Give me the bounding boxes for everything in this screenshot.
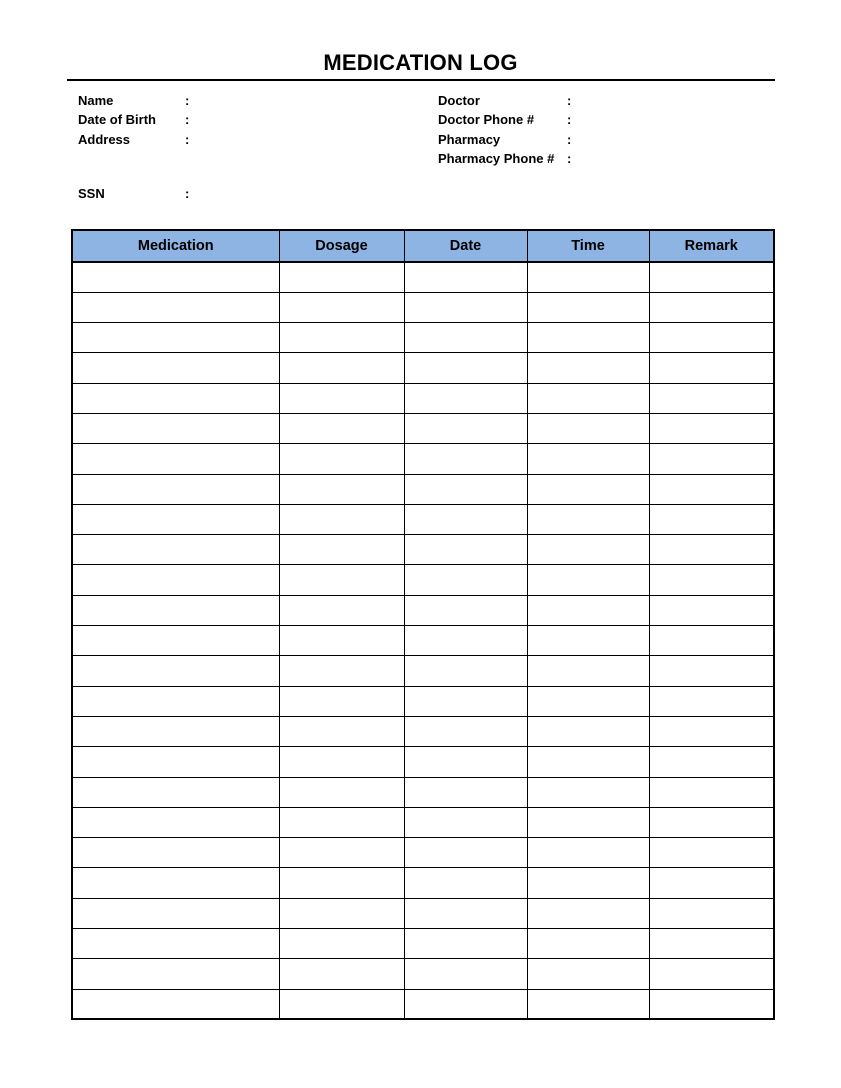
table-row <box>72 626 774 656</box>
table-cell[interactable] <box>404 777 527 807</box>
table-cell[interactable] <box>72 626 279 656</box>
patient-info-fields <box>78 91 341 149</box>
table-cell[interactable] <box>404 686 527 716</box>
table-cell[interactable] <box>527 959 649 989</box>
table-cell[interactable] <box>404 292 527 322</box>
address-colon: : <box>185 131 190 147</box>
table-cell[interactable] <box>527 444 649 474</box>
table-cell[interactable] <box>279 292 404 322</box>
table-cell[interactable] <box>404 413 527 443</box>
table-cell[interactable] <box>279 898 404 928</box>
table-cell[interactable] <box>72 989 279 1019</box>
table-cell[interactable] <box>72 656 279 686</box>
table-cell[interactable] <box>527 595 649 625</box>
table-cell[interactable] <box>279 323 404 353</box>
pharmacy-value-field[interactable] <box>583 132 723 147</box>
table-cell[interactable] <box>279 626 404 656</box>
field-row-address <box>78 130 341 149</box>
table-cell[interactable] <box>404 898 527 928</box>
table-cell[interactable] <box>649 626 774 656</box>
table-cell[interactable] <box>527 898 649 928</box>
table-cell[interactable] <box>649 323 774 353</box>
table-cell[interactable] <box>649 807 774 837</box>
table-cell[interactable] <box>72 535 279 565</box>
table-cell[interactable] <box>404 868 527 898</box>
table-cell[interactable] <box>527 353 649 383</box>
pharmacy-label: Pharmacy <box>438 131 501 147</box>
table-cell[interactable] <box>279 444 404 474</box>
table-cell[interactable] <box>279 777 404 807</box>
table-cell[interactable] <box>404 565 527 595</box>
table-cell[interactable] <box>649 838 774 868</box>
table-row <box>72 929 774 959</box>
table-cell[interactable] <box>649 747 774 777</box>
table-cell[interactable] <box>279 686 404 716</box>
field-row-doctor-phone <box>438 110 723 129</box>
table-header-row <box>72 230 774 262</box>
table-cell[interactable] <box>649 898 774 928</box>
table-cell[interactable] <box>72 716 279 746</box>
address-label: Address <box>78 131 131 147</box>
table-cell[interactable] <box>72 383 279 413</box>
doctor-phone-value-field[interactable] <box>583 112 723 127</box>
table-cell[interactable] <box>404 656 527 686</box>
table-cell[interactable] <box>72 323 279 353</box>
table-cell[interactable] <box>404 323 527 353</box>
table-cell[interactable] <box>649 929 774 959</box>
name-colon: : <box>185 93 190 109</box>
field-row-ssn <box>78 184 341 203</box>
table-row <box>72 262 774 292</box>
table-cell[interactable] <box>279 383 404 413</box>
table-cell[interactable] <box>72 686 279 716</box>
table-cell[interactable] <box>404 353 527 383</box>
table-cell[interactable] <box>404 504 527 534</box>
table-cell[interactable] <box>649 262 774 292</box>
medication-table-body <box>72 262 774 1019</box>
table-cell[interactable] <box>279 656 404 686</box>
table-cell[interactable] <box>72 474 279 504</box>
table-cell[interactable] <box>279 807 404 837</box>
table-row <box>72 353 774 383</box>
doctor-phone-label: Doctor Phone # <box>438 112 535 128</box>
table-cell[interactable] <box>279 838 404 868</box>
table-cell[interactable] <box>649 656 774 686</box>
field-row-date-of-birth <box>78 110 341 129</box>
table-cell[interactable] <box>72 444 279 474</box>
table-cell[interactable] <box>72 595 279 625</box>
table-cell[interactable] <box>649 413 774 443</box>
table-cell[interactable] <box>527 929 649 959</box>
name-label: Name <box>78 93 114 109</box>
table-cell[interactable] <box>649 353 774 383</box>
table-row <box>72 595 774 625</box>
table-cell[interactable] <box>649 989 774 1019</box>
table-cell[interactable] <box>527 989 649 1019</box>
table-cell[interactable] <box>527 383 649 413</box>
doctor-value-field[interactable] <box>583 93 723 108</box>
table-cell[interactable] <box>279 959 404 989</box>
table-cell[interactable] <box>649 292 774 322</box>
ssn-label: SSN <box>78 186 105 202</box>
pharmacy-phone-value-field[interactable] <box>583 151 723 166</box>
pharmacy-phone-label: Pharmacy Phone # <box>438 151 555 167</box>
table-cell[interactable] <box>279 535 404 565</box>
table-cell[interactable] <box>279 716 404 746</box>
table-cell[interactable] <box>72 777 279 807</box>
table-cell[interactable] <box>649 535 774 565</box>
table-cell[interactable] <box>279 504 404 534</box>
header-medication: Medication <box>72 230 279 262</box>
title-divider <box>67 79 775 81</box>
table-cell[interactable] <box>404 989 527 1019</box>
pharmacy-phone-colon: : <box>567 151 572 167</box>
table-cell[interactable] <box>72 898 279 928</box>
table-cell[interactable] <box>72 959 279 989</box>
table-cell[interactable] <box>72 868 279 898</box>
table-cell[interactable] <box>527 838 649 868</box>
table-cell[interactable] <box>279 868 404 898</box>
date-of-birth-value-field[interactable] <box>201 112 341 127</box>
table-cell[interactable] <box>404 626 527 656</box>
field-row-pharmacy-phone <box>438 149 723 168</box>
table-cell[interactable] <box>527 413 649 443</box>
table-cell[interactable] <box>279 747 404 777</box>
ssn-colon: : <box>185 186 190 202</box>
table-cell[interactable] <box>649 383 774 413</box>
table-row <box>72 474 774 504</box>
table-cell[interactable] <box>649 777 774 807</box>
table-cell[interactable] <box>404 747 527 777</box>
table-cell[interactable] <box>527 686 649 716</box>
table-cell[interactable] <box>527 747 649 777</box>
table-row <box>72 565 774 595</box>
table-row <box>72 656 774 686</box>
table-cell[interactable] <box>404 959 527 989</box>
address-value-field[interactable] <box>201 132 341 147</box>
page-title: MEDICATION LOG <box>323 50 518 75</box>
table-row <box>72 838 774 868</box>
table-row <box>72 413 774 443</box>
table-cell[interactable] <box>404 535 527 565</box>
table-row <box>72 504 774 534</box>
table-cell[interactable] <box>279 595 404 625</box>
table-cell[interactable] <box>527 777 649 807</box>
table-cell[interactable] <box>72 747 279 777</box>
table-row <box>72 747 774 777</box>
table-cell[interactable] <box>279 474 404 504</box>
header-date: Date <box>404 230 527 262</box>
table-row <box>72 959 774 989</box>
table-cell[interactable] <box>649 868 774 898</box>
table-cell[interactable] <box>279 413 404 443</box>
table-cell[interactable] <box>527 504 649 534</box>
table-cell[interactable] <box>527 716 649 746</box>
doctor-label: Doctor <box>438 93 480 109</box>
table-cell[interactable] <box>404 807 527 837</box>
table-cell[interactable] <box>404 474 527 504</box>
ssn-value-field[interactable] <box>201 186 341 201</box>
table-cell[interactable] <box>649 444 774 474</box>
table-row <box>72 989 774 1019</box>
table-cell[interactable] <box>527 565 649 595</box>
field-row-doctor <box>438 91 723 110</box>
table-row <box>72 716 774 746</box>
pharmacy-colon: : <box>567 131 572 147</box>
table-cell[interactable] <box>404 716 527 746</box>
table-row <box>72 444 774 474</box>
name-value-field[interactable] <box>201 93 341 108</box>
table-row <box>72 898 774 928</box>
table-row <box>72 807 774 837</box>
table-row <box>72 777 774 807</box>
table-cell[interactable] <box>279 353 404 383</box>
table-cell[interactable] <box>72 565 279 595</box>
table-cell[interactable] <box>649 686 774 716</box>
table-cell[interactable] <box>527 323 649 353</box>
table-cell[interactable] <box>404 383 527 413</box>
table-cell[interactable] <box>649 595 774 625</box>
table-cell[interactable] <box>527 868 649 898</box>
table-cell[interactable] <box>72 929 279 959</box>
table-cell[interactable] <box>72 292 279 322</box>
table-cell[interactable] <box>404 444 527 474</box>
date-of-birth-colon: : <box>185 112 190 128</box>
table-cell[interactable] <box>527 262 649 292</box>
table-cell[interactable] <box>72 807 279 837</box>
table-cell[interactable] <box>279 565 404 595</box>
header-remark: Remark <box>649 230 774 262</box>
table-cell[interactable] <box>649 565 774 595</box>
table-cell[interactable] <box>649 716 774 746</box>
table-cell[interactable] <box>527 656 649 686</box>
table-cell[interactable] <box>279 989 404 1019</box>
table-cell[interactable] <box>72 353 279 383</box>
doctor-phone-colon: : <box>567 112 572 128</box>
date-of-birth-label: Date of Birth <box>78 112 156 128</box>
table-cell[interactable] <box>404 838 527 868</box>
field-row-pharmacy <box>438 130 723 149</box>
table-row <box>72 292 774 322</box>
table-cell[interactable] <box>649 504 774 534</box>
field-row-name <box>78 91 341 110</box>
table-cell[interactable] <box>649 959 774 989</box>
table-cell[interactable] <box>72 262 279 292</box>
medication-table <box>71 229 775 1020</box>
table-row <box>72 323 774 353</box>
table-cell[interactable] <box>72 838 279 868</box>
table-cell[interactable] <box>527 474 649 504</box>
header-dosage: Dosage <box>279 230 404 262</box>
table-cell[interactable] <box>72 504 279 534</box>
table-cell[interactable] <box>404 929 527 959</box>
header-time: Time <box>527 230 649 262</box>
table-cell[interactable] <box>527 292 649 322</box>
table-cell[interactable] <box>72 413 279 443</box>
table-cell[interactable] <box>404 595 527 625</box>
table-row <box>72 535 774 565</box>
table-cell[interactable] <box>279 929 404 959</box>
table-cell[interactable] <box>279 262 404 292</box>
table-cell[interactable] <box>527 535 649 565</box>
table-cell[interactable] <box>527 807 649 837</box>
doctor-colon: : <box>567 93 572 109</box>
ssn-field-block <box>78 184 341 203</box>
table-cell[interactable] <box>649 474 774 504</box>
contact-info-fields <box>438 91 723 168</box>
table-row <box>72 868 774 898</box>
table-cell[interactable] <box>527 626 649 656</box>
table-row <box>72 686 774 716</box>
table-cell[interactable] <box>404 262 527 292</box>
table-row <box>72 383 774 413</box>
